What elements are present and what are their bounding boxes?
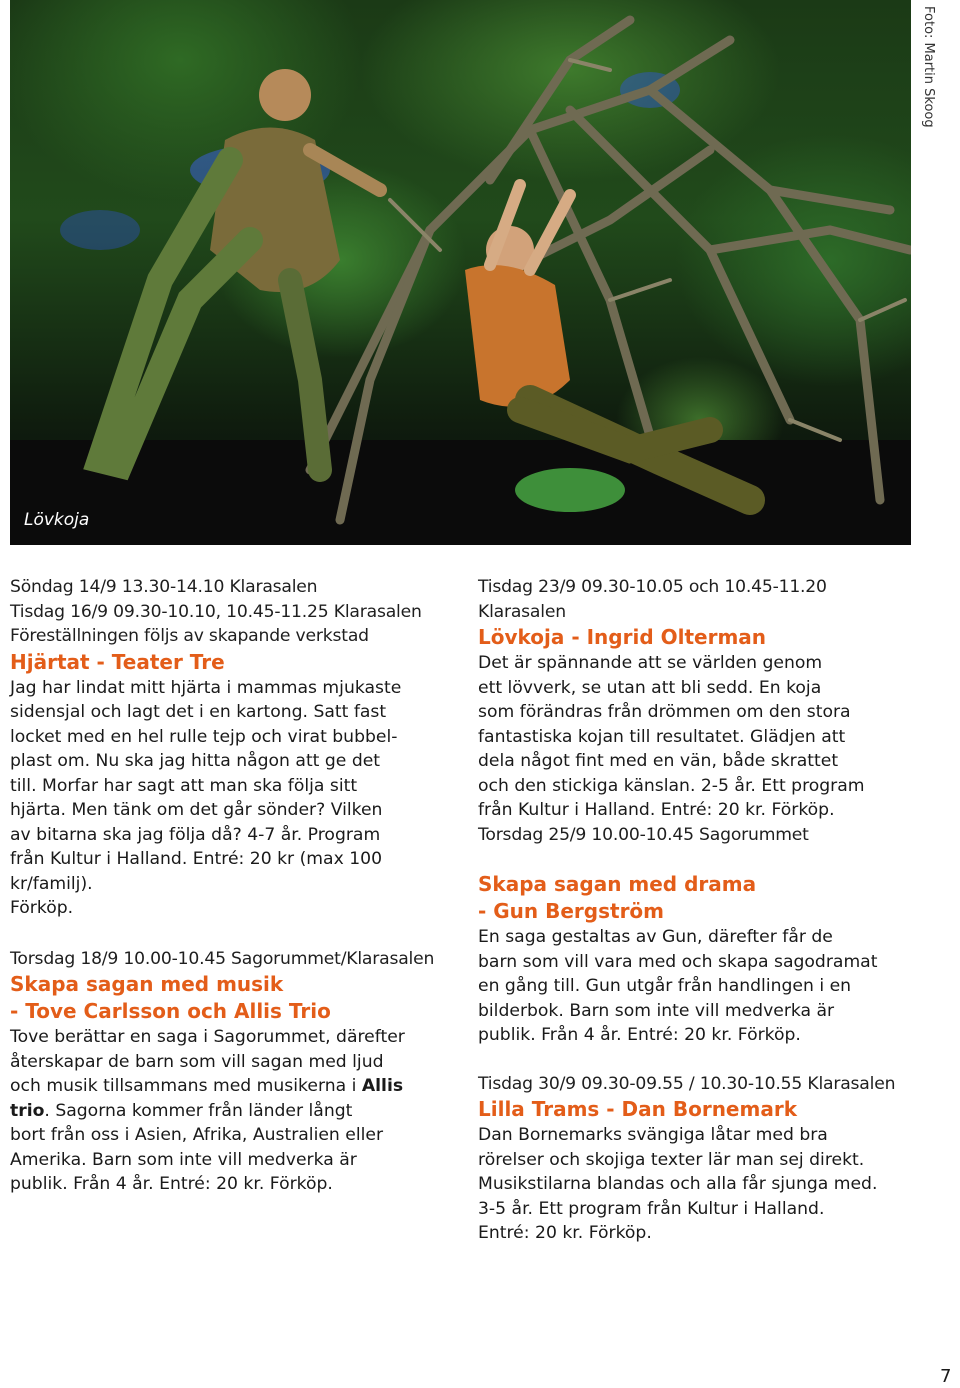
event-meta-extra: Torsdag 25/9 10.00-10.45 Sagorummet <box>478 824 809 845</box>
event-lovkoja <box>478 575 948 847</box>
page-number: 7 <box>940 1366 952 1387</box>
event-title: Skapa sagan med musik - Tove Carlsson och Allis Trio <box>10 972 331 1023</box>
event-lilla-trams <box>478 1072 948 1246</box>
photo-credit: Foto: Martin Skoog <box>921 6 936 128</box>
event-meta: Tisdag 23/9 09.30-10.05 och 10.45-11.20 Klarasalen <box>478 577 827 622</box>
event-description: Dan Bornemarks svängiga låtar med bra rörelser och skojiga texter lär man sej direkt. Musikstilarna blandas och alla får sjunga med. 3-5 år. Ett program från Kultur i Halland. Entré: 20 kr. Förköp. <box>478 1125 878 1243</box>
description-part: . Sagorna kommer från länder långt bort från oss i Asien, Afrika, Australien eller Amerika. Barn som inte vill medverka är publik. Från 4 år. Entré: 20 kr. Förköp. <box>10 1100 384 1194</box>
event-meta: Torsdag 18/9 10.00-10.45 Sagorummet/Klarasalen <box>10 948 435 969</box>
event-meta: Tisdag 30/9 09.30-09.55 / 10.30-10.55 Klarasalen <box>478 1073 896 1094</box>
stage-photo-illustration <box>10 0 911 545</box>
event-description <box>10 1025 460 1197</box>
event-meta: Söndag 14/9 13.30-14.10 Klarasalen Tisdag 16/9 09.30-10.10, 10.45-11.25 Klarasalen Föreställningen följs av skapande verkstad <box>10 577 422 646</box>
description-bold-part: Allis trio <box>10 1076 404 1121</box>
stage-photo <box>10 0 911 545</box>
description-part: Tove berättar en saga i Sagorummet, därefter återskapar de barn som vill sagan med ljud och musik tillsammans med musikerna i <box>10 1027 405 1096</box>
event-title: Lövkoja - Ingrid Olterman <box>478 625 767 649</box>
event-hjartat <box>10 575 460 921</box>
event-title: Lilla Trams - Dan Bornemark <box>478 1097 797 1121</box>
left-column <box>10 575 460 1197</box>
event-skapa-sagan-drama <box>478 871 948 1048</box>
event-description: Det är spännande att se världen genom ett lövverk, se utan att bli sedd. En koja som förändras från drömmen om den stora fantastiska kojan till resultatet. Glädjen att dela något fint med en vän, både skrattet och den stickiga känslan. 2-5 år. Ett program från Kultur i Halland. Entré: 20 kr. Förköp. <box>478 653 865 820</box>
photo-caption: Lövkoja <box>24 510 90 530</box>
event-description: En saga gestaltas av Gun, därefter får de barn som vill vara med och skapa sagodramat en gång till. Gun utgår från handlingen i en bilderbok. Barn som inte vill medverka är publik. Från 4 år. Entré: 20 kr. Förköp. <box>478 927 878 1045</box>
event-title: Hjärtat - Teater Tre <box>10 649 225 674</box>
right-column <box>478 575 948 1246</box>
event-title: Skapa sagan med drama - Gun Bergström <box>478 872 757 923</box>
event-description: Jag har lindat mitt hjärta i mammas mjukaste sidensjal och lagt det i en kartong. Satt fast locket med en hel rulle tejp och virat bubbel- plast om. Nu ska jag hitta någon att ge det till. Morfar har sagt att man ska följa sitt hjärta. Men tänk om det går sönder? Vilken av bitarna ska jag följa då? 4-7 år. Program från Kultur i Halland. Entré: 20 kr (max 100 kr/familj). Förköp. <box>10 677 402 918</box>
event-skapa-sagan-musik <box>10 947 460 1197</box>
